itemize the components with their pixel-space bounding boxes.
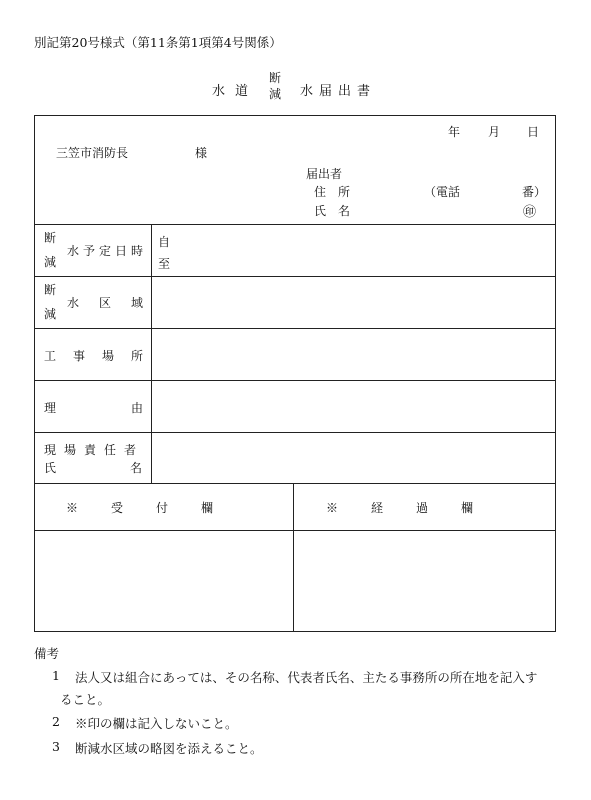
site-label: 工事場所 <box>44 349 161 363</box>
note-3-line1: 断減水区域の略図を添えること。 <box>75 741 263 756</box>
note-1-line2: ること。 <box>60 692 111 707</box>
title-stack <box>268 70 282 102</box>
title-stack-bottom: 減 <box>268 87 281 101</box>
rule-row5-bottom <box>34 483 556 484</box>
title-stack-top: 断 <box>268 71 281 85</box>
reception-box-text: ※受付欄 <box>66 501 247 515</box>
date-day: 日 <box>527 125 540 139</box>
schedule-stack-bottom: 減 <box>44 255 57 269</box>
note-2-number: 2 <box>52 714 60 729</box>
title-part2: 水届出書 <box>300 84 377 99</box>
rule-box-divider <box>293 483 294 632</box>
schedule-to-label: 至 <box>158 257 171 271</box>
rule-row3-bottom <box>34 380 556 381</box>
applicant-label: 届出者 <box>306 167 343 181</box>
rule-boxes-header-bottom <box>34 530 556 531</box>
note-3-number: 3 <box>52 739 60 754</box>
area-label-stack <box>44 278 56 326</box>
form-frame <box>34 115 556 632</box>
note-1-number: 1 <box>52 668 60 683</box>
area-label: 水区域 <box>67 296 164 310</box>
progress-box-label <box>326 499 506 516</box>
date-year: 年 <box>448 125 461 139</box>
supervisor-label-line1: 現場責任者 <box>44 443 145 457</box>
note-2-line1: ※印の欄は記入しないこと。 <box>75 716 238 731</box>
seal-mark: ㊞ <box>523 205 537 220</box>
reason-label: 理由 <box>44 401 219 415</box>
title-part1: 水道 <box>212 84 259 99</box>
area-stack-bottom: 減 <box>44 307 57 321</box>
schedule-from-label: 自 <box>158 235 171 249</box>
form-number: 別記第20号様式（第11条第1項第4号関係） <box>34 35 282 50</box>
rule-row2-bottom <box>34 328 556 329</box>
honorific: 様 <box>195 146 208 160</box>
rule-row1-bottom <box>34 276 556 277</box>
name-label: 氏 名 <box>314 204 351 218</box>
addressee: 三笠市消防長 <box>56 146 129 160</box>
address-label: 住 所 <box>314 185 351 199</box>
schedule-stack-top: 断 <box>44 231 57 245</box>
area-stack-top: 断 <box>44 283 57 297</box>
rule-header-bottom <box>34 224 556 225</box>
reason-label-first <box>44 399 218 416</box>
phone-suffix: 番） <box>522 185 547 199</box>
note-1-line1: 法人又は組合にあっては、その名称、代表者氏名、主たる事務所の所在地を記入す <box>75 670 538 685</box>
supervisor-label-line2: 氏名 <box>44 461 217 475</box>
rule-row4-bottom <box>34 432 556 433</box>
schedule-label-stack <box>44 226 56 274</box>
schedule-label: 水予定日時 <box>67 244 148 258</box>
notes-heading: 備考 <box>34 646 60 661</box>
reception-box-label <box>66 499 246 516</box>
progress-box-text: ※経過欄 <box>326 501 507 515</box>
date-month: 月 <box>488 125 501 139</box>
phone-label: （電話 <box>424 185 461 199</box>
